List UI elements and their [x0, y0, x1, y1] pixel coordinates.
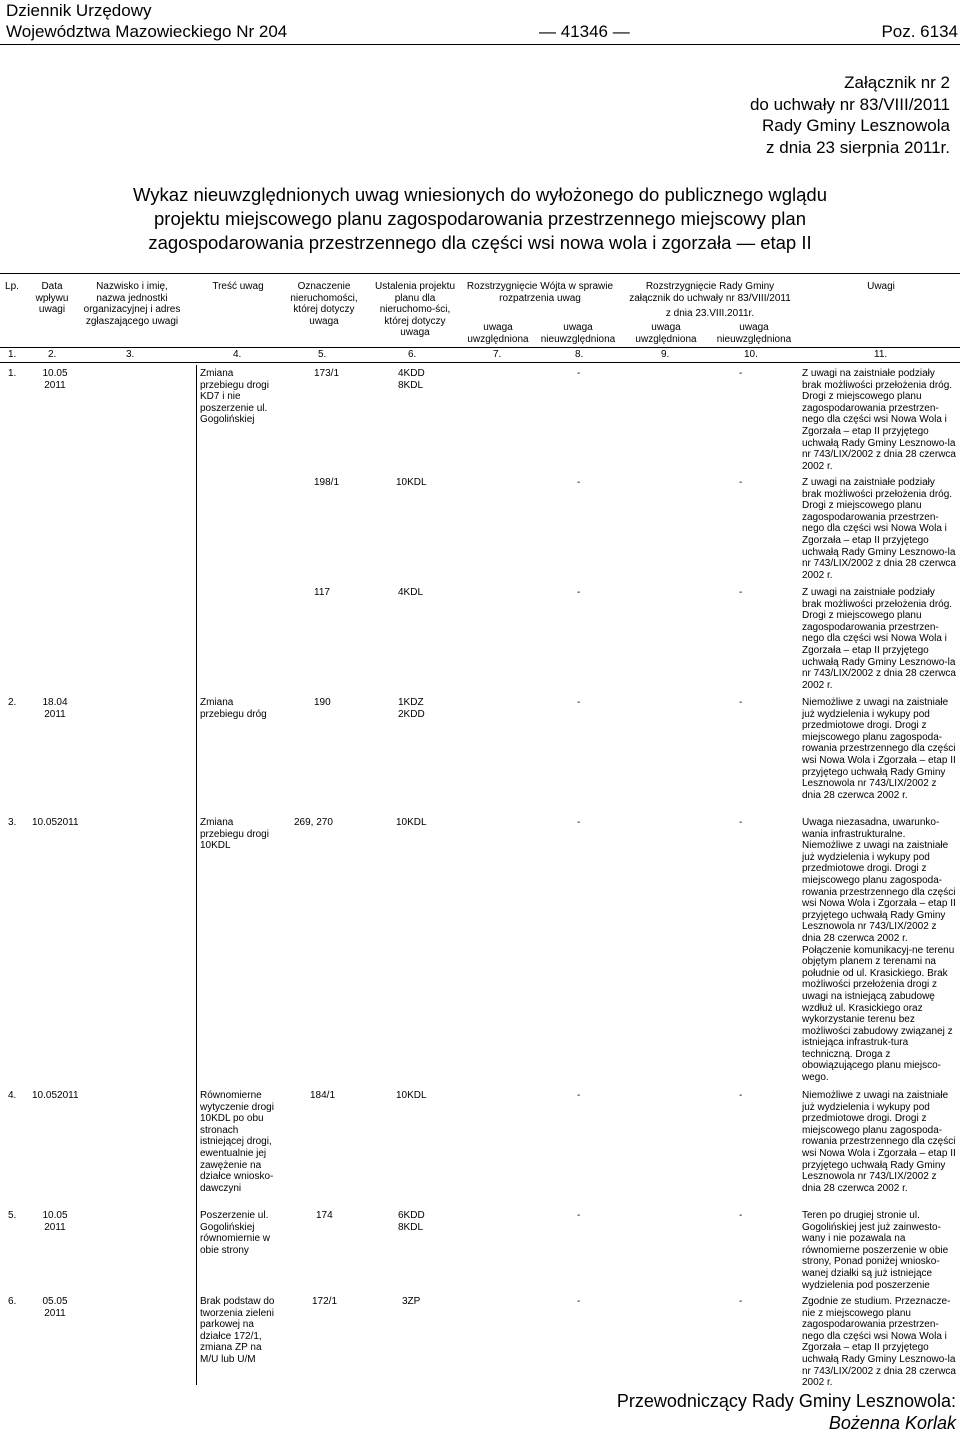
header-lp: Lp.: [5, 281, 19, 292]
row-lp: 6.: [8, 1296, 17, 1307]
entry-parcel: 190: [314, 697, 331, 708]
document-title: [20, 183, 940, 255]
header-rada-2: załącznik do uchwały nr 83/VIII/2011: [629, 292, 791, 304]
title-line-3: zagospodarowania przestrzennego dla części wsi nowa wola i zgorzała — etap II: [148, 232, 812, 253]
col-number: 5.: [318, 349, 327, 360]
header-rada-rejected: uwaga nieuwzględniona: [716, 322, 792, 345]
row-content: Brak podstaw do tworzenia zieleni parkowej na działce 172/1, zmiana ZP na M/U lub U/M: [200, 1296, 275, 1365]
page-number: — 41346 —: [538, 22, 630, 41]
row-lp: 4.: [8, 1090, 17, 1101]
entry-wojt: -: [577, 1296, 581, 1307]
entry-rada: -: [739, 1210, 743, 1221]
row-content: Poszerzenie ul. Gogolińskiej równomiernie w obie strony: [200, 1210, 271, 1256]
row-lp: 2.: [8, 697, 17, 708]
entry-wojt: -: [577, 587, 581, 598]
entry-parcel: 173/1: [314, 368, 340, 379]
signature-name: Bożenna Korlak: [828, 1413, 956, 1433]
entry-plan: 1KDZ 2KDD: [398, 697, 425, 720]
entry-rada: -: [739, 1296, 743, 1307]
entry-parcel: 198/1: [314, 477, 340, 488]
journal-title: Dziennik Urzędowy: [6, 1, 152, 20]
row-content: Zmiana przebiegu drogi 10KDL: [200, 817, 269, 852]
entry-plan: 10KDL: [396, 477, 427, 488]
entry-rada: -: [739, 1090, 743, 1101]
row-date: 10.05 2011: [42, 1210, 68, 1233]
header-wojt-rejected: uwaga nieuwzględniona: [540, 322, 616, 345]
row-content: Zmiana przebiegu dróg: [200, 697, 267, 720]
header-wojt-accepted: uwaga uwzględniona: [467, 322, 529, 345]
title-line-1: Wykaz nieuwzględnionych uwag wniesionych do wyłożonego do publicznego wglądu: [132, 184, 827, 205]
position-number: Poz. 6134: [881, 22, 958, 41]
annex-line-2: do uchwały nr 83/VIII/2011: [749, 94, 950, 114]
journal-header: [6, 0, 958, 42]
entry-plan: 4KDD 8KDL: [398, 368, 425, 391]
row-date: 10.052011: [32, 1090, 79, 1101]
header-plan: Ustalenia projektu planu dla nieruchomo-ści, której dotyczy uwaga: [374, 281, 456, 339]
entry-wojt: -: [577, 1210, 581, 1221]
header-rada-accepted: uwaga uwzględniona: [635, 322, 697, 345]
content-column-rule: [196, 365, 197, 1385]
title-line-2: projektu miejscowego planu zagospodarowania przestrzennego miejscowy plan: [154, 208, 806, 229]
entry-rada: -: [739, 817, 743, 828]
header-remarks: Uwagi: [867, 281, 895, 292]
table-top-rule: [0, 273, 960, 274]
row-date: 10.05 2011: [42, 368, 68, 391]
row-date: 10.052011: [32, 817, 79, 828]
header-parcel: Oznaczenie nieruchomości, której dotyczy uwaga: [290, 281, 358, 327]
row-date: 18.04 2011: [42, 697, 68, 720]
col-number: 11.: [874, 349, 888, 360]
header-rule: [0, 44, 960, 45]
entry-rada: -: [739, 697, 743, 708]
row-lp: 5.: [8, 1210, 17, 1221]
entry-plan: 3ZP: [402, 1296, 421, 1307]
signature-title: Przewodniczący Rady Gminy Lesznowola:: [616, 1391, 956, 1411]
header-wojt: Rozstrzygnięcie Wójta w sprawie rozpatrzenia uwag: [466, 281, 614, 304]
col-number: 2.: [48, 349, 57, 360]
col-number: 4.: [233, 349, 242, 360]
entry-rada: -: [739, 587, 743, 598]
entry-remark: Zgodnie ze studium. Przeznacze-nie z miejscowego planu zagospodarowania przestrzen-nego dla części wsi Nowa Wola i Zgorzała – etap II przyjętego uchwałą Rady Gminy Lesznowo-la nr 743/LIX/2002 z dnia 28 czerwca 2002 r.: [802, 1296, 956, 1389]
entry-wojt: -: [577, 1090, 581, 1101]
annex-line-3: Rady Gminy Lesznowola: [761, 116, 950, 135]
annex-line-4: z dnia 23 sierpnia 2011r.: [766, 137, 950, 157]
col-number: 9.: [661, 349, 670, 360]
entry-wojt: -: [577, 477, 581, 488]
row-date: 05.05 2011: [42, 1296, 68, 1319]
entry-rada: -: [739, 368, 743, 379]
entry-remark: Z uwagi na zaistniałe podziały brak możliwości przełożenia dróg. Drogi z miejscowego planu zagospodarowania przestrzen-nego dla części wsi Nowa Wola i Zgorzała – etap II przyjętego uchwałą Rady Gminy Lesznowo-la nr 743/LIX/2002 z dnia 28 czerwca 2002 r.: [802, 587, 956, 691]
row-content: Zmiana przebiegu drogi KD7 i nie poszerzenie ul. Gogolińskiej: [200, 368, 269, 426]
header-content: Treść uwag: [212, 281, 264, 292]
entry-wojt: -: [577, 368, 581, 379]
entry-plan: 4KDL: [398, 587, 424, 598]
signature-block: [617, 1390, 956, 1434]
entry-rada: -: [739, 477, 743, 488]
entry-remark: Z uwagi na zaistniałe podziały brak możliwości przełożenia dróg. Drogi z miejscowego planu zagospodarowania przestrzen-nego dla części wsi Nowa Wola i Zgorzała – etap II przyjętego uchwałą Rady Gminy Lesznowo-la nr 743/LIX/2002 z dnia 28 czerwca 2002 r.: [802, 477, 956, 581]
entry-remark: Teren po drugiej stronie ul. Gogolińskiej jest już zainwesto-wany i nie pozawala na równomierne poszerzenie w obie strony, Ponad poniżej wniosko-wanej działki są już istniejące wydzielenia pod poszerzenie: [802, 1210, 949, 1291]
entry-wojt: -: [577, 817, 581, 828]
col-number: 10.: [744, 349, 758, 360]
entry-parcel: 184/1: [310, 1090, 336, 1101]
header-rada: [622, 281, 798, 320]
header-bottom-rule: [0, 347, 960, 348]
entry-remark: Z uwagi na zaistniałe podziały brak możliwości przełożenia dróg. Drogi z miejscowego planu zagospodarowania przestrzen-nego dla części wsi Nowa Wola i Zgorzała – etap II przyjętego uchwałą Rady Gminy Lesznowo-la nr 743/LIX/2002 z dnia 28 czerwca 2002 r.: [802, 368, 956, 472]
col-number: 8.: [575, 349, 584, 360]
header-date: Data wpływu uwagi: [35, 281, 69, 316]
row-lp: 3.: [8, 817, 17, 828]
entry-parcel: 117: [314, 587, 330, 598]
col-number: 1.: [8, 349, 17, 360]
entry-remark: Niemożliwe z uwagi na zaistniałe już wydzielenia i wykupy pod przedmiotowe drogi. Drogi z miejscowego planu zagospoda-rowania przestrzennego dla części wsi Nowa Wola i Zgorzała – etap II przyjętego uchwałą Rady Gminy Lesznowola nr 743/LIX/2002 z dnia 28 czerwca 2002 r.: [802, 697, 956, 801]
entry-plan: 10KDL: [396, 1090, 427, 1101]
numbers-bottom-rule: [0, 362, 960, 363]
entry-parcel: 269, 270: [294, 817, 333, 828]
entry-remark: Uwaga niezasadna, uwarunko-wania infrastrukturalne. Niemożliwe z uwagi na zaistniałe już wydzielenia i wykupy pod przedmiotowe drogi. Drogi z miejscowego planu zagospoda-rowania przestrzennego dla części wsi Nowa Wola i Zgorzała – etap II przyjętego uchwałą Rady Gminy Lesznowola nr 743/LIX/2002 z dnia 28 czerwca 2002 r. Połączenie komunikacyj-ne terenu objętym planem z terenami na południe od ul. Krasickiego. Brak możliwości przełożenia drogi z uwagi na istniejącą zabudowę wzdłuż ul. Krasickiego oraz wykorzystanie terenu bez możliwości zabudowy związanej z istniejąca infrastruk-tura techniczną. Droga z obowiązującego planu miejsco-wego.: [802, 817, 956, 1084]
col-number: 3.: [126, 349, 135, 360]
journal-issue: Województwa Mazowieckiego Nr 204: [6, 22, 288, 41]
header-rada-3: z dnia 23.VIII.2011r.: [665, 308, 755, 320]
col-number: 6.: [408, 349, 417, 360]
row-content: Równomierne wytyczenie drogi 10KDL po obu stronach istniejącej drogi, ewentualnie jej zawężenie na działce wniosko-dawczyni: [200, 1090, 274, 1194]
journal-issue-line: [6, 21, 958, 42]
header-rada-1: Rozstrzygnięcie Rady Gminy: [645, 281, 775, 292]
entry-plan: 10KDL: [396, 817, 427, 828]
entry-parcel: 174: [316, 1210, 333, 1221]
annex-line-1: Załącznik nr 2: [844, 73, 950, 92]
row-lp: 1.: [8, 368, 17, 379]
header-name: Nazwisko i imię, nazwa jednostki organizacyjnej i adres zgłaszającego uwagi: [83, 281, 181, 327]
annex-block: [750, 72, 950, 158]
entry-remark: Niemożliwe z uwagi na zaistniałe już wydzielenia i wykupy pod przedmiotowe drogi. Drogi z miejscowego planu zagospoda-rowania przestrzennego dla części wsi Nowa Wola i Zgorzała – etap II przyjętego uchwałą Rady Gminy Lesznowola nr 743/LIX/2002 z dnia 28 czerwca 2002 r.: [802, 1090, 956, 1194]
entry-parcel: 172/1: [312, 1296, 338, 1307]
col-number: 7.: [493, 349, 502, 360]
entry-wojt: -: [577, 697, 581, 708]
entry-plan: 6KDD 8KDL: [398, 1210, 425, 1233]
